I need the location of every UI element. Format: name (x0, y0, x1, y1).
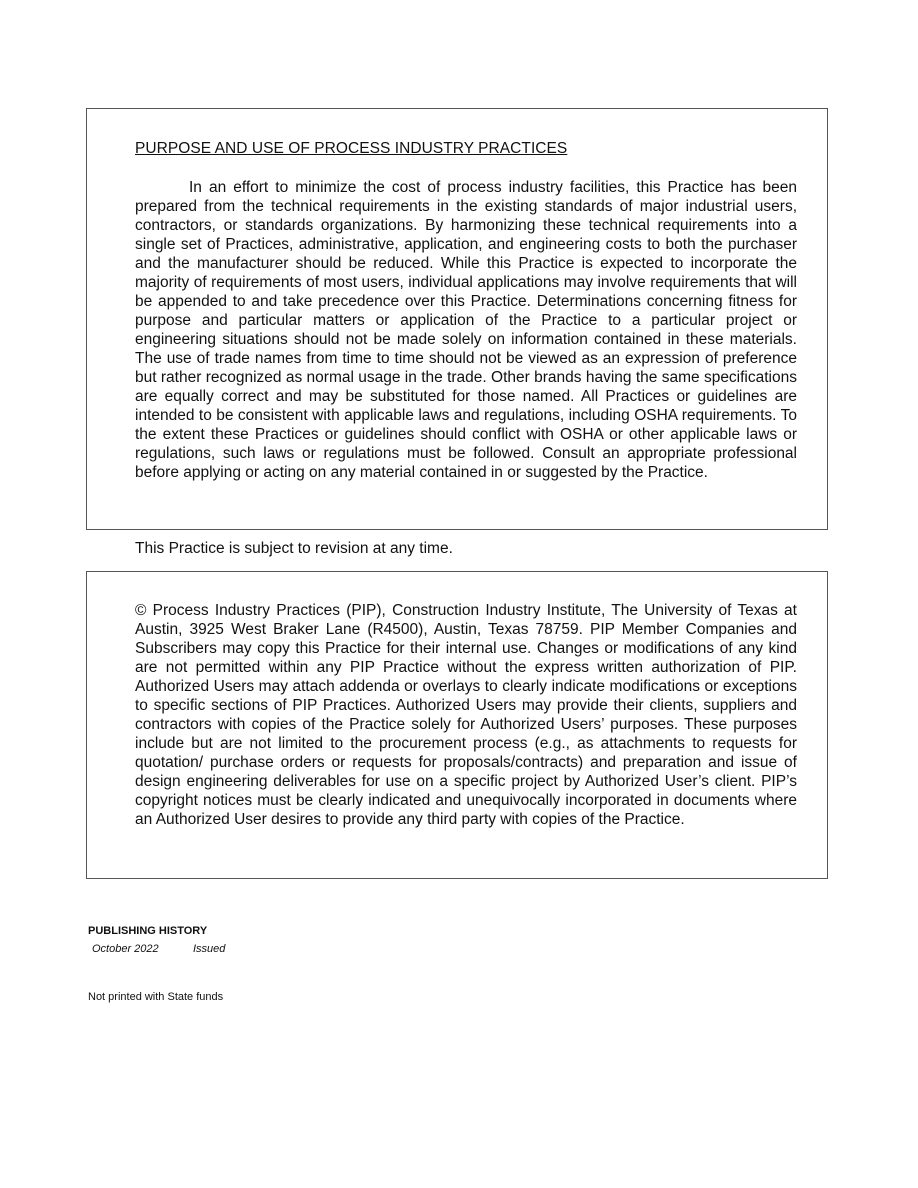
purpose-heading: PURPOSE AND USE OF PROCESS INDUSTRY PRACTICES (135, 140, 568, 157)
funds-note: Not printed with State funds (88, 991, 224, 1003)
history-status: Issued (193, 943, 226, 955)
history-date: October 2022 (92, 943, 159, 955)
copyright-paragraph: © Process Industry Practices (PIP), Construction Industry Institute, The University of Texas at Austin, 3925 West Braker Lane (R4500), Austin, Texas 78759. PIP Member Companies and Subscribers may copy this Practice for their internal use. Changes or modifications of any kind are not permitted within any PIP Practice without the express written authorization of PIP. Authorized Users may attach addenda or overlays to clearly indicate modifications or exceptions to specific sections of PIP Practices. Authorized Users may provide their clients, suppliers and contractors with copies of the Practice solely for Authorized Users’ purposes. These purposes include but are not limited to the procurement process (e.g., as attachments to requests for quotation/ purchase orders or requests for proposals/contracts) and preparation and issue of design engineering deliverables for use on a specific project by Authorized User’s client. PIP’s copyright notices must be clearly indicated and unequivocally incorporated in documents where an Authorized User desires to provide any third party with copies of the Practice. (135, 602, 797, 828)
publishing-history-title: PUBLISHING HISTORY (88, 925, 208, 937)
revision-note: This Practice is subject to revision at any time. (135, 540, 453, 557)
copyright-box (86, 571, 828, 879)
purpose-box (86, 108, 828, 530)
purpose-paragraph: In an effort to minimize the cost of process industry facilities, this Practice has been prepared from the technical requirements in the existing standards of major industrial users, contractors, or standards organizations. By harmonizing these technical requirements into a single set of Practices, administrative, application, and engineering costs to both the purchaser and the manufacturer should be reduced. While this Practice is expected to incorporate the majority of requirements of most users, individual applications may involve requirements that will be appended to and take precedence over this Practice. Determinations concerning fitness for purpose and particular matters or application of the Practice to a particular project or engineering situations should not be made solely on information contained in these materials. The use of trade names from time to time should not be viewed as an expression of preference but rather recognized as normal usage in the trade. Other brands having the same specifications are equally correct and may be substituted for those named. All Practices or guidelines are intended to be consistent with applicable laws and regulations, including OSHA requirements. To the extent these Practices or guidelines should conflict with OSHA or other applicable laws or regulations, such laws or regulations must be followed. Consult an appropriate professional before applying or acting on any material contained in or suggested by the Practice. (135, 179, 797, 481)
publishing-history-entry (92, 943, 225, 955)
